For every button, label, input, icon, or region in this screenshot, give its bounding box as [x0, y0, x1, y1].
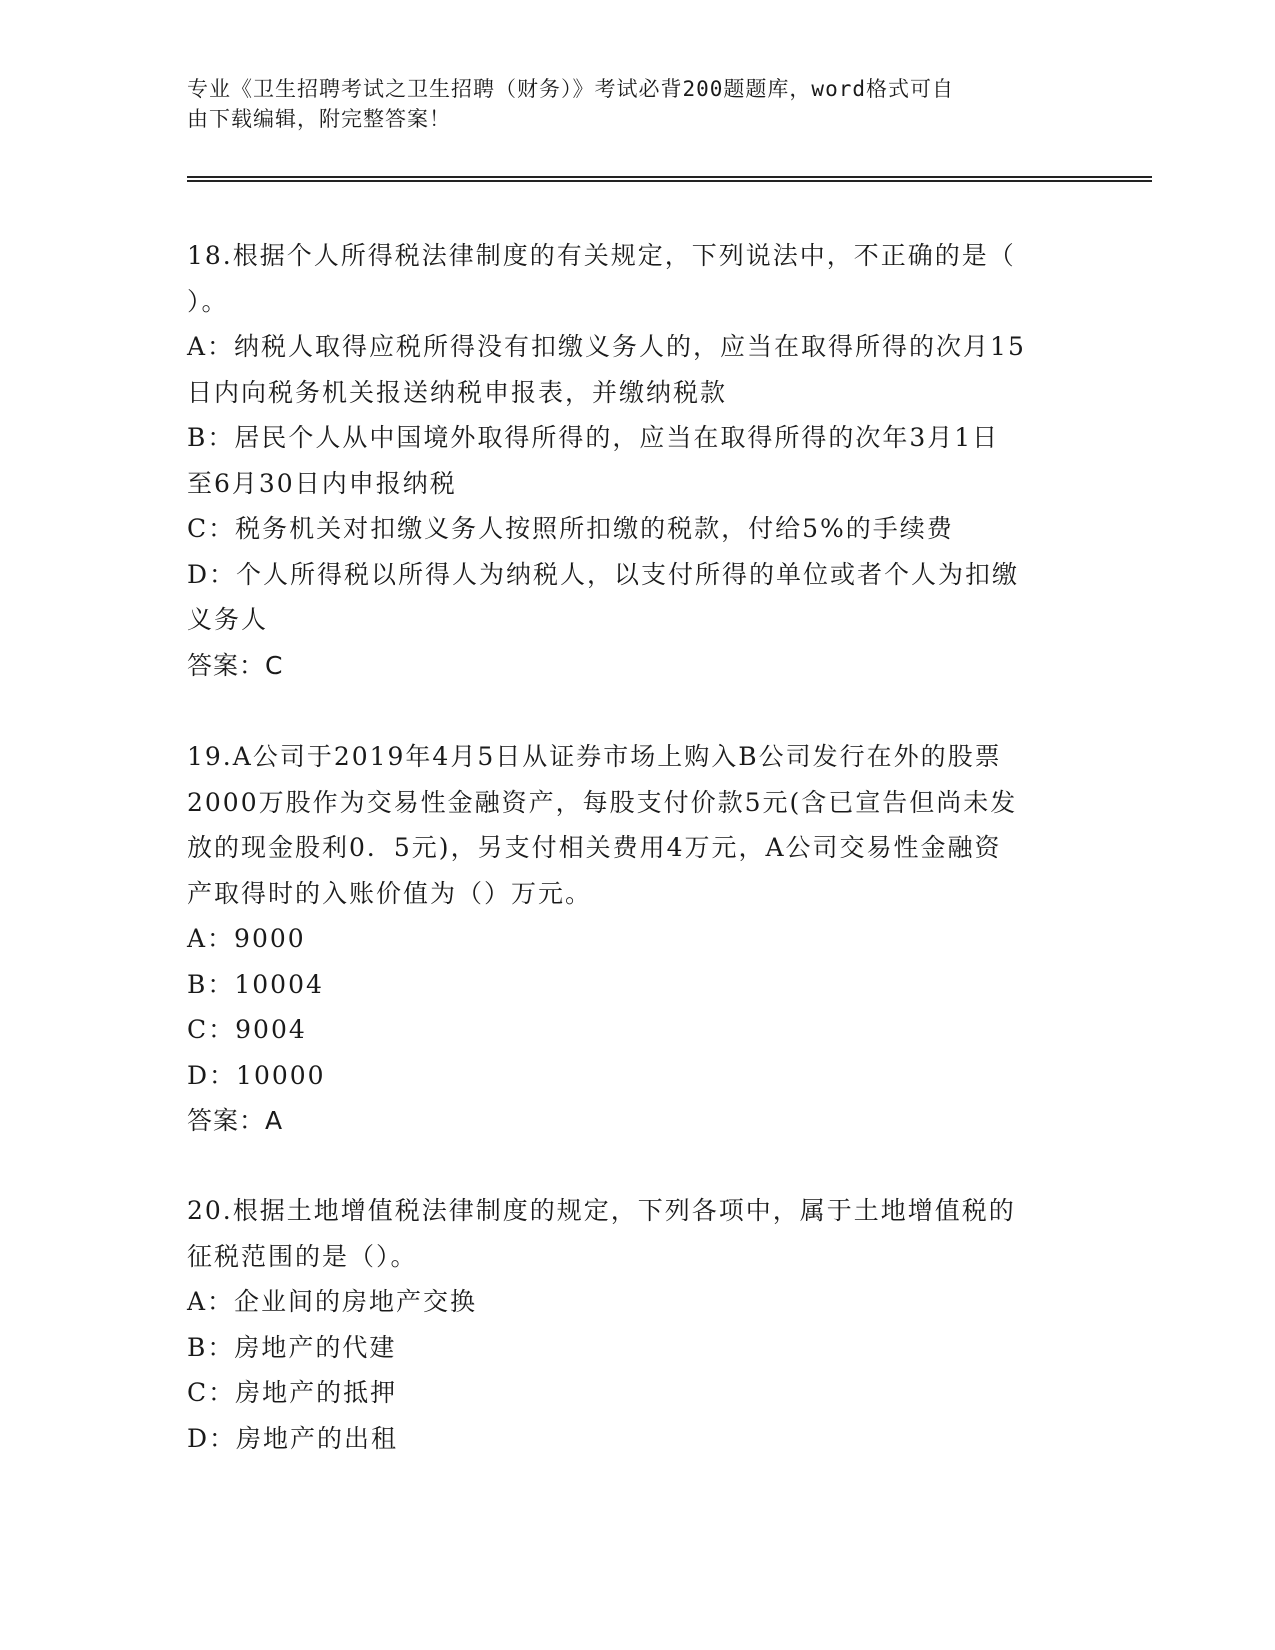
option-c-line: C：税务机关对扣缴义务人按照所扣缴的税款，付给5%的手续费	[187, 514, 954, 543]
option-b-line: B：房地产的代建	[187, 1332, 397, 1362]
answer: 答案：A	[187, 1106, 284, 1135]
option-a-line: A：纳税人取得应税所得没有扣缴义务人的，应当在取得所得的次月15	[187, 332, 1026, 361]
option-b-line: 至6月30日内申报纳税	[187, 468, 457, 498]
question-stem-line: 征税范围的是（）。	[187, 1241, 418, 1271]
option-c-line: C：房地产的抵押	[187, 1378, 398, 1407]
question-stem-line: ）。	[187, 286, 229, 316]
document-header	[187, 74, 1067, 134]
answer: 答案：C	[187, 650, 284, 680]
question-19	[187, 734, 1087, 1144]
question-18	[187, 233, 1087, 688]
header-line: 由下载编辑，附完整答案！	[187, 107, 451, 131]
header-line: 专业《卫生招聘考试之卫生招聘（财务）》考试必背200题题库，word格式可自	[187, 77, 954, 101]
option-a-line: 日内向税务机关报送纳税申报表，并缴纳税款	[187, 377, 728, 407]
option-a-line: A：9000	[187, 924, 306, 953]
option-d-line: D：房地产的出租	[187, 1423, 399, 1453]
question-stem-line: 18.根据个人所得税法律制度的有关规定，下列说法中，不正确的是（	[187, 241, 1016, 270]
question-stem-line: 放的现金股利0．5元)，另支付相关费用4万元，A公司交易性金融资	[187, 833, 1002, 862]
option-d-line: D：个人所得税以所得人为纳税人，以支付所得的单位或者个人为扣缴	[187, 559, 1020, 589]
option-d-line: 义务人	[187, 605, 269, 634]
question-20	[187, 1188, 1087, 1461]
question-stem-line: 19.A公司于2019年4月5日从证券市场上购入B公司发行在外的股票	[187, 742, 1002, 771]
question-stem-line: 产取得时的入账价值为（）万元。	[187, 878, 593, 908]
header-double-rule	[187, 176, 1152, 182]
option-b-line: B：居民个人从中国境外取得所得的，应当在取得所得的次年3月1日	[187, 423, 1000, 452]
option-c-line: C：9004	[187, 1015, 307, 1044]
option-b-line: B：10004	[187, 969, 324, 999]
option-a-line: A：企业间的房地产交换	[187, 1287, 478, 1316]
question-stem-line: 20.根据土地增值税法律制度的规定，下列各项中，属于土地增值税的	[187, 1196, 1016, 1225]
question-stem-line: 2000万股作为交易性金融资产，每股支付价款5元(含已宣告但尚未发	[187, 787, 1018, 817]
option-d-line: D：10000	[187, 1060, 326, 1090]
